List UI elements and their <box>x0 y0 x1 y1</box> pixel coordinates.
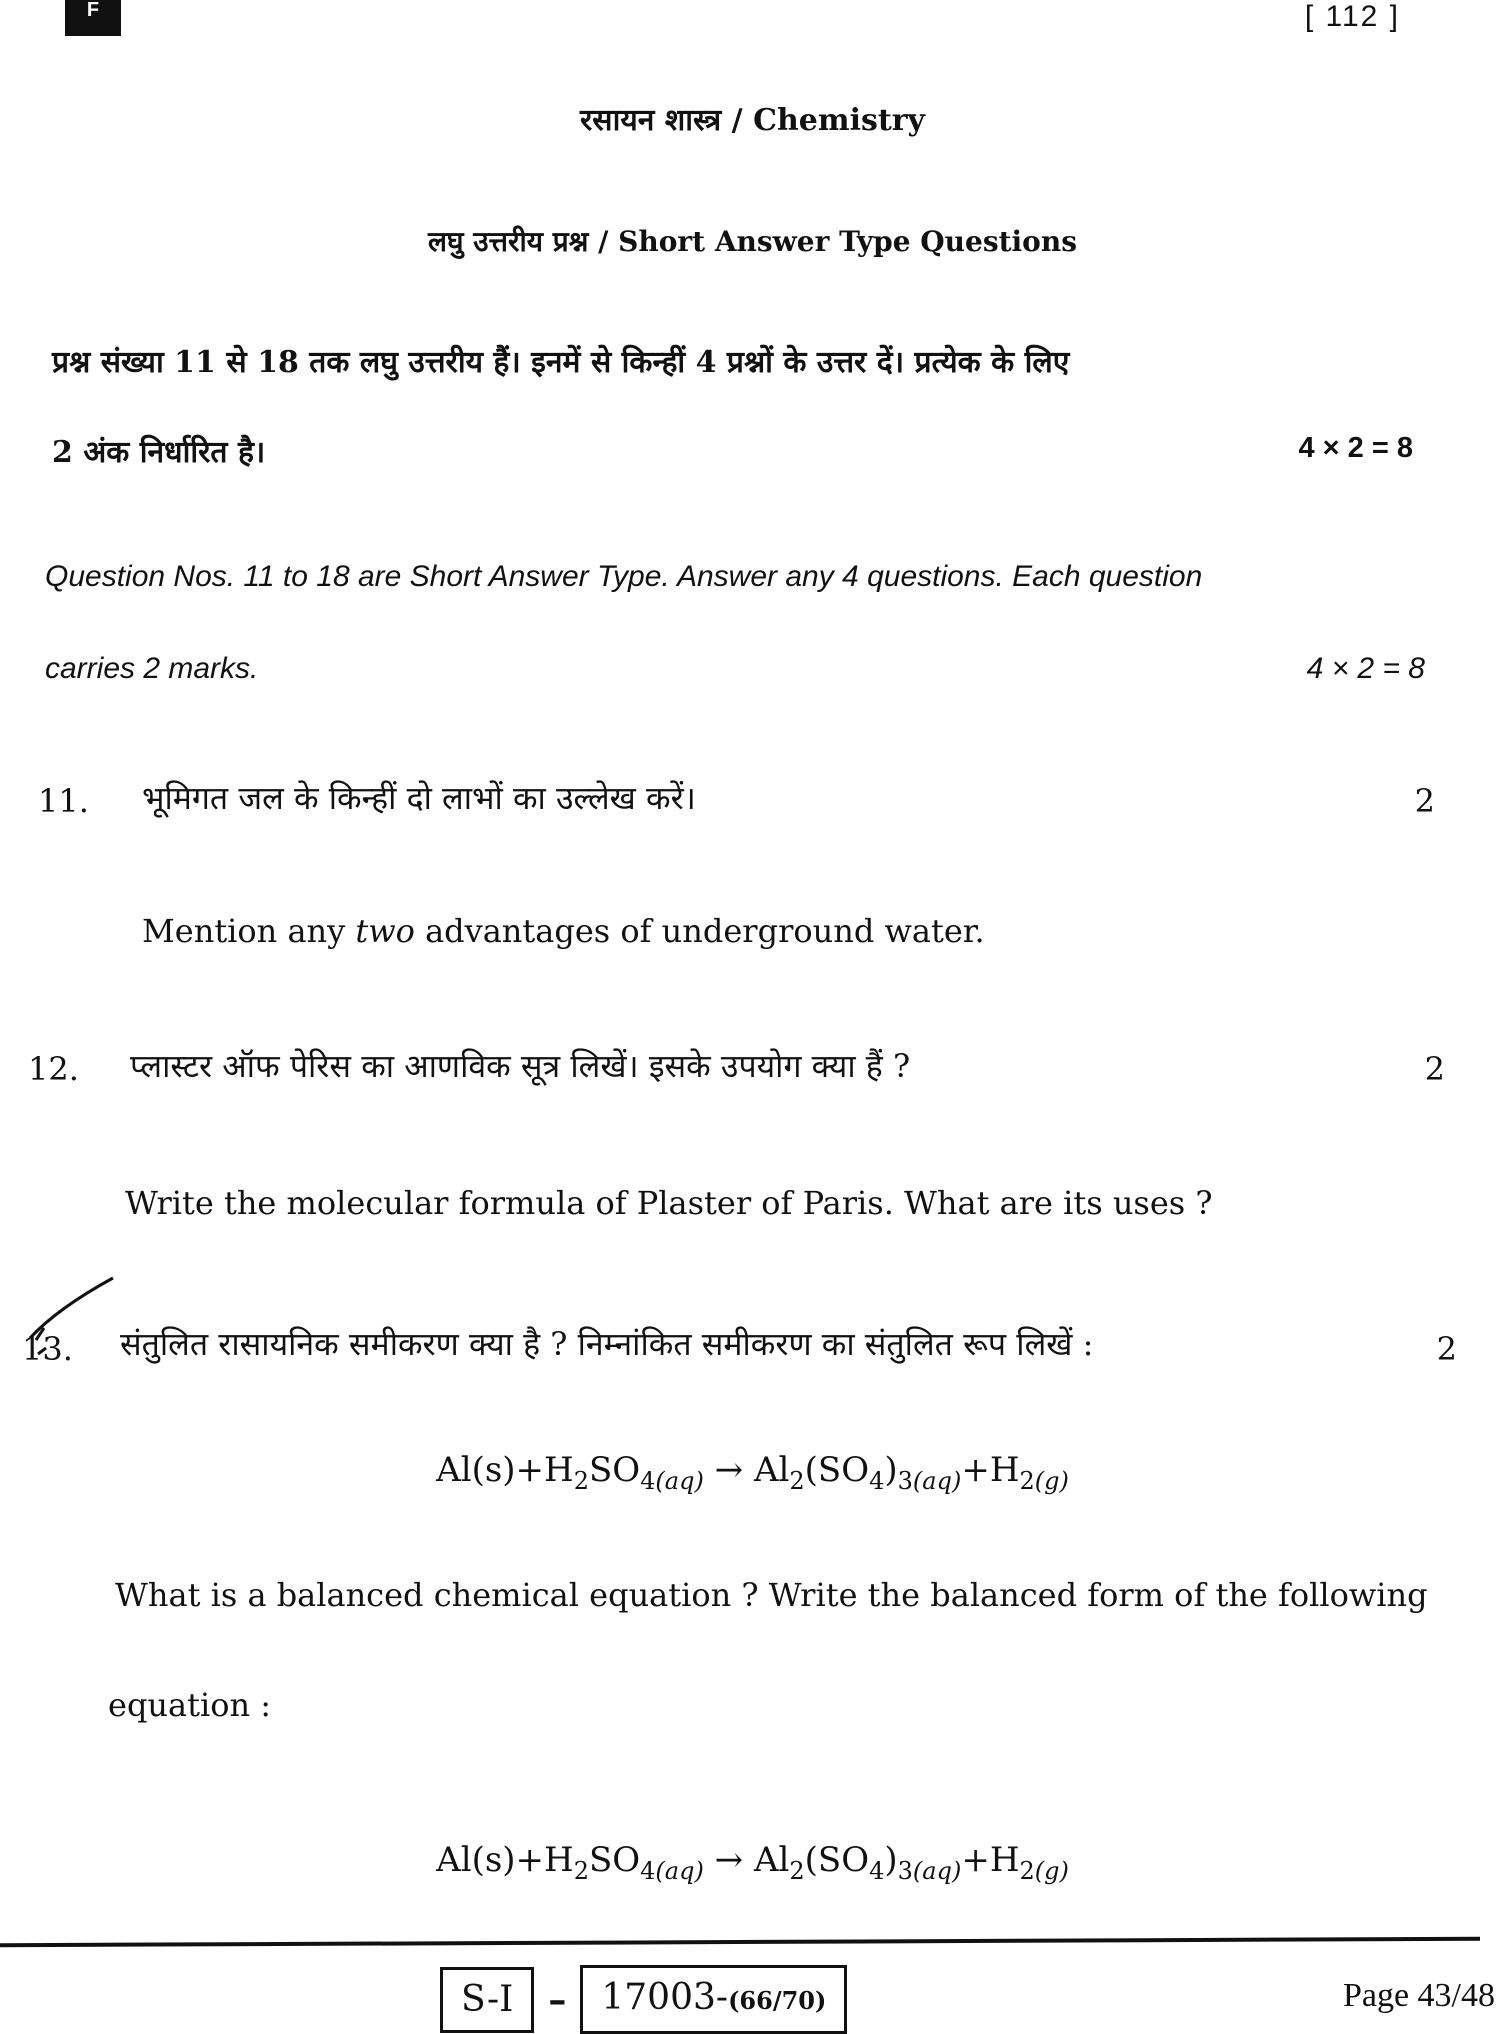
eq-term: ) <box>884 1840 898 1880</box>
eq-term: Al(s)+H <box>436 1840 574 1880</box>
eq-term: +H <box>961 1450 1020 1490</box>
eq-sub-num: 4 <box>640 1466 656 1495</box>
question-13-english-line2: equation : <box>108 1686 272 1724</box>
eq-term: Al <box>753 1450 790 1490</box>
eq-term: (SO <box>804 1840 870 1880</box>
question-12-marks: 2 <box>1424 1050 1445 1088</box>
eq-term: +H <box>961 1840 1020 1880</box>
eq-sub: 4 <box>869 1856 885 1885</box>
series-box: S-I <box>440 1967 534 2033</box>
eq-state: (aq) <box>912 1856 962 1885</box>
instructions-hindi-line1: प्रश्न संख्या 11 से 18 तक लघु उत्तरीय हैं। इनमें से किन्हीं 4 प्रश्नों के उत्तर दें। प्रत्येक के लिए <box>52 345 1070 380</box>
eq-term: (SO <box>804 1450 870 1490</box>
eq-term: ) <box>884 1450 898 1490</box>
eq-sub-num: 2 <box>1019 1856 1035 1885</box>
eq-sub: 2 <box>573 1466 589 1495</box>
instructions-english-line2: carries 2 marks. <box>45 652 259 685</box>
instructions-english-marks: 4 × 2 = 8 <box>1306 652 1425 685</box>
eq-sub <box>1019 1467 1068 1495</box>
eq-state: (aq) <box>655 1856 704 1885</box>
question-12-english: Write the molecular formula of Plaster of Paris. What are its uses ? <box>125 1184 1213 1222</box>
eq-sub: 2 <box>789 1856 805 1885</box>
instructions-hindi-line2: 2 अंक निर्धारित है। <box>52 435 266 470</box>
eq-term: SO <box>588 1840 641 1880</box>
question-13-marks: 2 <box>1436 1330 1457 1368</box>
page-number: Page 43/48 <box>1342 1977 1495 2014</box>
question-11-english-emphasis: two <box>355 912 415 950</box>
eq-state: (g) <box>1034 1466 1069 1495</box>
eq-state: (aq) <box>655 1466 704 1495</box>
footer-rule <box>0 1937 1480 1947</box>
question-11-english-pre: Mention any <box>142 912 356 950</box>
corner-label: F <box>65 0 121 36</box>
question-11-english-post: advantages of underground water. <box>414 912 985 950</box>
question-13-hindi: संतुलित रासायनिक समीकरण क्या है ? निम्नांकित समीकरण का संतुलित रूप लिखें : <box>120 1325 1094 1363</box>
eq-state: (aq) <box>912 1466 962 1495</box>
question-13-equation-1 <box>0 1450 1505 1495</box>
eq-sub: 2 <box>789 1466 805 1495</box>
eq-arrow: → <box>703 1450 754 1490</box>
eq-sub <box>898 1857 962 1885</box>
question-11-english <box>142 912 985 950</box>
question-13-number: 13. <box>22 1330 73 1368</box>
paper-code-box <box>580 1965 847 2034</box>
question-11-number: 11. <box>38 782 89 820</box>
eq-sub-num: 3 <box>897 1466 913 1495</box>
paper-code-sub: (66/70) <box>728 1986 827 2015</box>
eq-sub <box>640 1467 704 1495</box>
eq-sub <box>640 1857 704 1885</box>
paper-code-main: 17003- <box>601 1977 729 2018</box>
eq-sub-num: 3 <box>897 1856 913 1885</box>
eq-state: (g) <box>1034 1856 1069 1885</box>
eq-term: SO <box>588 1450 641 1490</box>
section-title: लघु उत्तरीय प्रश्न / Short Answer Type Questions <box>428 225 1077 258</box>
eq-sub: 2 <box>573 1856 589 1885</box>
eq-sub: 4 <box>869 1466 885 1495</box>
footer-dash: – <box>548 1978 567 2021</box>
eq-sub <box>898 1467 962 1495</box>
eq-arrow: → <box>703 1840 754 1880</box>
question-13-equation-2 <box>0 1840 1505 1885</box>
subject-title: रसायन शास्त्र / Chemistry <box>580 103 925 138</box>
eq-sub <box>1019 1857 1068 1885</box>
eq-sub-num: 2 <box>1019 1466 1035 1495</box>
eq-term: Al <box>753 1840 790 1880</box>
question-12-number: 12. <box>28 1050 79 1088</box>
footer-code-group <box>440 1965 847 2034</box>
question-13-english-line1: What is a balanced chemical equation ? Write the balanced form of the following <box>115 1576 1428 1614</box>
question-12-hindi: प्लास्टर ऑफ पेरिस का आणविक सूत्र लिखें। इसके उपयोग क्या हैं ? <box>130 1047 911 1085</box>
eq-term: Al(s)+H <box>436 1450 574 1490</box>
instructions-english-line1: Question Nos. 11 to 18 are Short Answer Type. Answer any 4 questions. Each question <box>45 560 1203 593</box>
question-11-marks: 2 <box>1414 782 1435 820</box>
question-11-hindi: भूमिगत जल के किन्हीं दो लाभों का उल्लेख करें। <box>142 779 696 817</box>
instructions-hindi-marks: 4 × 2 = 8 <box>1298 432 1413 464</box>
page-code: [ 112 ] <box>1304 0 1400 33</box>
eq-sub-num: 4 <box>640 1856 656 1885</box>
